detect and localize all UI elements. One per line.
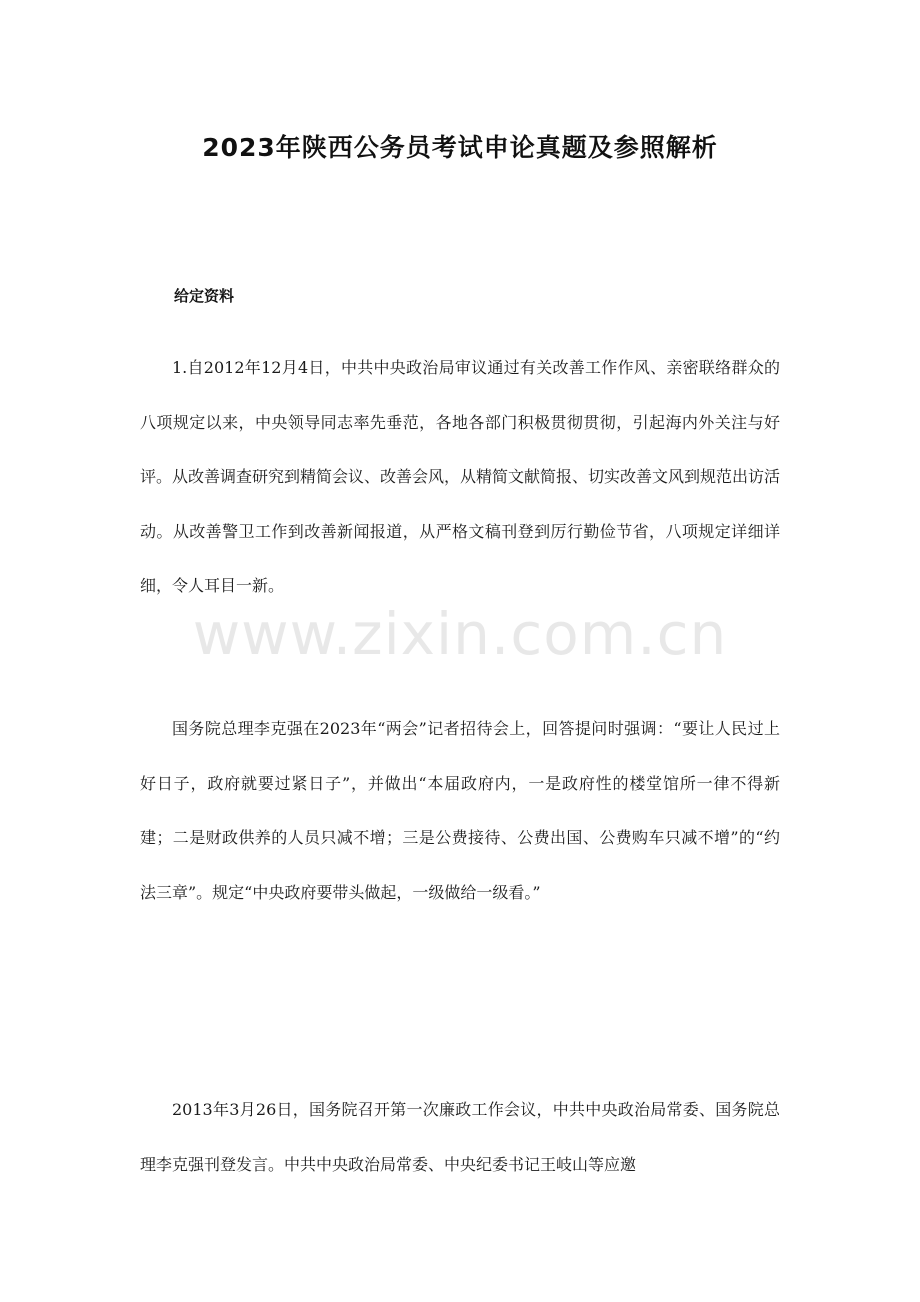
body-paragraph: 1.自2012年12月4日，中共中央政治局审议通过有关改善工作作风、亲密联络群众的八项规定以来，中央领导同志率先垂范，各地各部门积极贯彻贯彻，引起海内外关注与好评。从改善调查研究到精简会议、改善会风，从精简文献简报、切实改善文风到规范出访活动。从改善警卫工作到改善新闻报道，从严格文稿刊登到厉行勤俭节省，八项规定详细详细，令人耳目一新。 — [140, 358, 781, 595]
section-heading: 给定资料 — [174, 287, 235, 305]
watermark: www.zixin.com.cn — [192, 600, 728, 668]
body-paragraph: 国务院总理李克强在2023年“两会”记者招待会上，回答提问时强调：“要让人民过上好日子，政府就要过紧日子”，并做出“本届政府内，一是政府性的楼堂馆所一律不得新建；二是财政供养的人员只减不增；三是公费接待、公费出国、公费购车只减不增”的“约法三章”。规定“中央政府要带头做起，一级做给一级看。” — [140, 719, 780, 902]
document-title: 2023年陕西公务员考试申论真题及参照解析 — [202, 133, 718, 162]
body-paragraph: 2013年3月26日，国务院召开第一次廉政工作会议，中共中央政治局常委、国务院总理李克强刊登发言。中共中央政治局常委、中央纪委书记王岐山等应邀 — [140, 1100, 780, 1174]
